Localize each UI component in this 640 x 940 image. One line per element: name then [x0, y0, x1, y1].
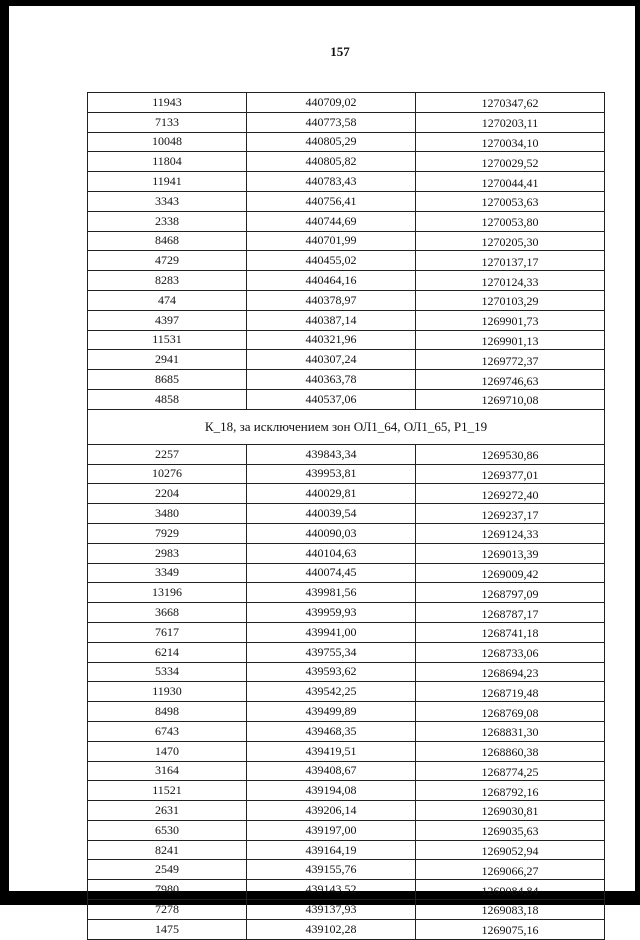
y-coordinate-cell: 1269083,18	[416, 900, 605, 920]
table-row	[88, 132, 605, 152]
table-row	[88, 172, 605, 192]
x-coordinate-cell: 439542,25	[247, 682, 416, 702]
table-row	[88, 781, 605, 801]
point-id-cell: 6743	[88, 721, 247, 741]
y-coordinate-cell: 1269052,94	[416, 840, 605, 860]
y-coordinate-cell: 1270053,63	[416, 191, 605, 211]
scan-border-left	[0, 0, 9, 905]
x-coordinate-cell: 439953,81	[247, 464, 416, 484]
y-coordinate-cell: 1269772,37	[416, 350, 605, 370]
point-id-cell: 7980	[88, 880, 247, 900]
y-coordinate-cell: 1268797,09	[416, 583, 605, 603]
y-coordinate-cell: 1269035,63	[416, 820, 605, 840]
y-coordinate-cell: 1268741,18	[416, 622, 605, 642]
x-coordinate-cell: 439137,93	[247, 900, 416, 920]
point-id-cell: 11531	[88, 330, 247, 350]
y-coordinate-cell: 1268831,30	[416, 721, 605, 741]
y-coordinate-cell: 1268719,48	[416, 682, 605, 702]
y-coordinate-cell: 1269530,86	[416, 444, 605, 464]
point-id-cell: 8685	[88, 370, 247, 390]
x-coordinate-cell: 439197,00	[247, 820, 416, 840]
point-id-cell: 6214	[88, 642, 247, 662]
point-id-cell: 2338	[88, 211, 247, 231]
point-id-cell: 7617	[88, 622, 247, 642]
point-id-cell: 2983	[88, 543, 247, 563]
point-id-cell: 7929	[88, 523, 247, 543]
x-coordinate-cell: 439206,14	[247, 801, 416, 821]
x-coordinate-cell: 439194,08	[247, 781, 416, 801]
y-coordinate-cell: 1269746,63	[416, 370, 605, 390]
section-header-row	[88, 409, 605, 444]
point-id-cell: 474	[88, 290, 247, 310]
point-id-cell: 2204	[88, 484, 247, 504]
point-id-cell: 11521	[88, 781, 247, 801]
point-id-cell: 4858	[88, 389, 247, 409]
point-id-cell: 10276	[88, 464, 247, 484]
y-coordinate-cell: 1268860,38	[416, 741, 605, 761]
y-coordinate-cell: 1268769,08	[416, 702, 605, 722]
point-id-cell: 13196	[88, 583, 247, 603]
y-coordinate-cell: 1269237,17	[416, 504, 605, 524]
x-coordinate-cell: 439593,62	[247, 662, 416, 682]
point-id-cell: 4397	[88, 310, 247, 330]
y-coordinate-cell: 1268774,25	[416, 761, 605, 781]
section-1-body	[88, 93, 605, 410]
section-2-body	[88, 444, 605, 939]
x-coordinate-cell: 439408,67	[247, 761, 416, 781]
x-coordinate-cell: 439164,19	[247, 840, 416, 860]
point-id-cell: 5334	[88, 662, 247, 682]
table-row	[88, 251, 605, 271]
table-row	[88, 761, 605, 781]
section-header-cell: К_18, за исключением зон ОЛ1_64, ОЛ1_65, Р1_19	[88, 409, 605, 444]
table-row	[88, 603, 605, 623]
table-row	[88, 523, 605, 543]
x-coordinate-cell: 439143,52	[247, 880, 416, 900]
table-row	[88, 840, 605, 860]
point-id-cell: 8498	[88, 702, 247, 722]
table-row	[88, 919, 605, 939]
table-row	[88, 662, 605, 682]
x-coordinate-cell: 440783,43	[247, 172, 416, 192]
table-row	[88, 370, 605, 390]
x-coordinate-cell: 440387,14	[247, 310, 416, 330]
y-coordinate-cell: 1270053,80	[416, 211, 605, 231]
coordinates-table	[87, 92, 605, 940]
x-coordinate-cell: 440074,45	[247, 563, 416, 583]
table-row	[88, 622, 605, 642]
x-coordinate-cell: 440321,96	[247, 330, 416, 350]
table-row	[88, 682, 605, 702]
y-coordinate-cell: 1268694,23	[416, 662, 605, 682]
x-coordinate-cell: 439468,35	[247, 721, 416, 741]
y-coordinate-cell: 1269013,39	[416, 543, 605, 563]
y-coordinate-cell: 1270029,52	[416, 152, 605, 172]
x-coordinate-cell: 440090,03	[247, 523, 416, 543]
y-coordinate-cell: 1269901,73	[416, 310, 605, 330]
y-coordinate-cell: 1270044,41	[416, 172, 605, 192]
table-row	[88, 721, 605, 741]
x-coordinate-cell: 439499,89	[247, 702, 416, 722]
x-coordinate-cell: 439102,28	[247, 919, 416, 939]
y-coordinate-cell: 1269009,42	[416, 563, 605, 583]
x-coordinate-cell: 440363,78	[247, 370, 416, 390]
point-id-cell: 1475	[88, 919, 247, 939]
table-row	[88, 583, 605, 603]
table-row	[88, 860, 605, 880]
x-coordinate-cell: 439941,00	[247, 622, 416, 642]
y-coordinate-cell: 1268787,17	[416, 603, 605, 623]
table-row	[88, 152, 605, 172]
x-coordinate-cell: 440701,99	[247, 231, 416, 251]
x-coordinate-cell: 439419,51	[247, 741, 416, 761]
x-coordinate-cell: 439155,76	[247, 860, 416, 880]
x-coordinate-cell: 440537,06	[247, 389, 416, 409]
page-number: 157	[330, 44, 350, 59]
table-row	[88, 464, 605, 484]
point-id-cell: 2631	[88, 801, 247, 821]
scan-border-right	[635, 0, 640, 905]
x-coordinate-cell: 439981,56	[247, 583, 416, 603]
x-coordinate-cell: 440805,82	[247, 152, 416, 172]
point-id-cell: 11804	[88, 152, 247, 172]
table-row	[88, 563, 605, 583]
table-row	[88, 820, 605, 840]
y-coordinate-cell: 1270205,30	[416, 231, 605, 251]
y-coordinate-cell: 1269377,01	[416, 464, 605, 484]
point-id-cell: 2257	[88, 444, 247, 464]
y-coordinate-cell: 1269030,81	[416, 801, 605, 821]
table-row	[88, 191, 605, 211]
table-row	[88, 900, 605, 920]
y-coordinate-cell: 1269901,13	[416, 330, 605, 350]
table-row	[88, 271, 605, 291]
point-id-cell: 3480	[88, 504, 247, 524]
table-row	[88, 444, 605, 464]
x-coordinate-cell: 440104,63	[247, 543, 416, 563]
section-2-header-body	[88, 409, 605, 444]
point-id-cell: 3164	[88, 761, 247, 781]
point-id-cell: 2549	[88, 860, 247, 880]
point-id-cell: 11943	[88, 93, 247, 113]
point-id-cell: 11941	[88, 172, 247, 192]
y-coordinate-cell: 1269066,27	[416, 860, 605, 880]
y-coordinate-cell: 1269710,08	[416, 389, 605, 409]
y-coordinate-cell: 1269124,33	[416, 523, 605, 543]
scan-border-top	[0, 0, 640, 6]
table-row	[88, 543, 605, 563]
table-row	[88, 504, 605, 524]
point-id-cell: 4729	[88, 251, 247, 271]
table-row	[88, 389, 605, 409]
point-id-cell: 7278	[88, 900, 247, 920]
x-coordinate-cell: 440756,41	[247, 191, 416, 211]
point-id-cell: 3343	[88, 191, 247, 211]
x-coordinate-cell: 440805,29	[247, 132, 416, 152]
table-row	[88, 310, 605, 330]
x-coordinate-cell: 440773,58	[247, 112, 416, 132]
point-id-cell: 3668	[88, 603, 247, 623]
table-row	[88, 112, 605, 132]
table-row	[88, 642, 605, 662]
x-coordinate-cell: 440464,16	[247, 271, 416, 291]
x-coordinate-cell: 439755,34	[247, 642, 416, 662]
point-id-cell: 6530	[88, 820, 247, 840]
table-row	[88, 350, 605, 370]
y-coordinate-cell: 1270034,10	[416, 132, 605, 152]
table-row	[88, 880, 605, 900]
y-coordinate-cell: 1270137,17	[416, 251, 605, 271]
table-row	[88, 93, 605, 113]
x-coordinate-cell: 440378,97	[247, 290, 416, 310]
x-coordinate-cell: 440307,24	[247, 350, 416, 370]
x-coordinate-cell: 440455,02	[247, 251, 416, 271]
table-row	[88, 801, 605, 821]
point-id-cell: 11930	[88, 682, 247, 702]
x-coordinate-cell: 439843,34	[247, 444, 416, 464]
point-id-cell: 8283	[88, 271, 247, 291]
y-coordinate-cell: 1269075,16	[416, 919, 605, 939]
table-row	[88, 290, 605, 310]
y-coordinate-cell: 1270203,11	[416, 112, 605, 132]
point-id-cell: 8468	[88, 231, 247, 251]
point-id-cell: 3349	[88, 563, 247, 583]
table-row	[88, 211, 605, 231]
table-row	[88, 702, 605, 722]
point-id-cell: 1470	[88, 741, 247, 761]
x-coordinate-cell: 440029,81	[247, 484, 416, 504]
x-coordinate-cell: 440709,02	[247, 93, 416, 113]
y-coordinate-cell: 1270103,29	[416, 290, 605, 310]
table-row	[88, 330, 605, 350]
point-id-cell: 8241	[88, 840, 247, 860]
y-coordinate-cell: 1269084,84	[416, 880, 605, 900]
y-coordinate-cell: 1270124,33	[416, 271, 605, 291]
x-coordinate-cell: 439959,93	[247, 603, 416, 623]
x-coordinate-cell: 440744,69	[247, 211, 416, 231]
table-row	[88, 741, 605, 761]
y-coordinate-cell: 1270347,62	[416, 93, 605, 113]
y-coordinate-cell: 1269272,40	[416, 484, 605, 504]
y-coordinate-cell: 1268792,16	[416, 781, 605, 801]
point-id-cell: 2941	[88, 350, 247, 370]
point-id-cell: 7133	[88, 112, 247, 132]
point-id-cell: 10048	[88, 132, 247, 152]
y-coordinate-cell: 1268733,06	[416, 642, 605, 662]
table-row	[88, 484, 605, 504]
x-coordinate-cell: 440039,54	[247, 504, 416, 524]
table-row	[88, 231, 605, 251]
